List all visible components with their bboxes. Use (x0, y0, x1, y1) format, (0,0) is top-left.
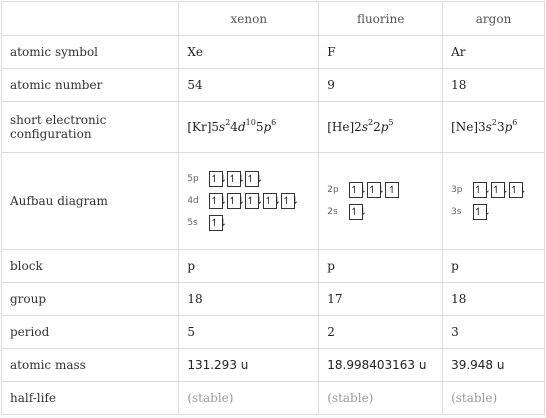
header-argon: argon (443, 2, 545, 36)
config-text: d (237, 120, 246, 134)
aufbau-sublevel-row (187, 190, 310, 212)
sublevel-label: 2p (327, 185, 339, 195)
aufbau-sublevel-row (187, 212, 310, 234)
header-fluorine: fluorine (319, 2, 443, 36)
header-blank-cell (2, 2, 179, 36)
cell-value: p (443, 250, 545, 283)
cell-value: 131.293 u (179, 349, 319, 382)
aufbau-sublevel-row (327, 179, 434, 201)
orbital-box: ↿⇂ (245, 171, 259, 187)
config-superscript: 10 (245, 118, 256, 127)
orbital-box: ↿⇂ (209, 193, 223, 209)
aufbau-sublevel-row (327, 201, 434, 223)
config-text: s (361, 120, 368, 134)
orbital-box: ↿⇂ (509, 182, 523, 198)
table-row (2, 153, 545, 250)
config-text: s (485, 120, 492, 134)
orbital-box: ↿⇂ (349, 182, 363, 198)
table-row (2, 250, 545, 283)
table-row (2, 316, 545, 349)
header-row (2, 2, 545, 36)
orbital-box: ↿⇂ (281, 193, 295, 209)
config-text: [Ne]3 (451, 120, 486, 134)
orbital-box: ↿⇂ (263, 193, 277, 209)
row-label-atomic-symbol: atomic symbol (2, 36, 179, 69)
orbital-box: ↿⇂ (209, 171, 223, 187)
row-label-atomic-number: atomic number (2, 69, 179, 102)
header-xenon: xenon (179, 2, 319, 36)
aufbau-xenon (179, 153, 319, 250)
cell-value: 18 (179, 283, 319, 316)
config-text: p (380, 120, 389, 134)
aufbau-argon (443, 153, 545, 250)
table-row (2, 69, 545, 102)
aufbau-sublevel-row (451, 201, 536, 223)
cell-value: Ar (443, 36, 545, 69)
cell-value: p (179, 250, 319, 283)
cell-value: p (319, 250, 443, 283)
cell-value: 18 (443, 69, 545, 102)
config-superscript: 2 (225, 118, 231, 127)
config-xenon (179, 102, 319, 153)
table-row (2, 36, 545, 69)
cell-value: (stable) (443, 382, 545, 415)
cell-value: 3 (443, 316, 545, 349)
table-row (2, 102, 545, 153)
orbital-box: ↿⇂ (473, 182, 487, 198)
config-text: [He]2 (327, 120, 362, 134)
row-label-half-life: half-life (2, 382, 179, 415)
row-label-atomic-mass: atomic mass (2, 349, 179, 382)
config-argon (443, 102, 545, 153)
table-row (2, 349, 545, 382)
sublevel-label: 2s (327, 207, 338, 217)
cell-value: F (319, 36, 443, 69)
cell-value: 39.948 u (443, 349, 545, 382)
row-label-period: period (2, 316, 179, 349)
config-text: 2 (373, 120, 381, 134)
config-fluorine (319, 102, 443, 153)
cell-value: 17 (319, 283, 443, 316)
orbital-box: ↿⇂ (349, 204, 363, 220)
orbital-box: ↿⇂ (367, 182, 381, 198)
config-superscript: 2 (367, 118, 374, 127)
orbital-box: ↿⇂ (491, 182, 505, 198)
cell-value: (stable) (179, 382, 319, 415)
config-superscript: 6 (512, 118, 518, 127)
aufbau-sublevel-row (187, 168, 310, 190)
row-label-group: group (2, 283, 179, 316)
config-text: 4 (230, 120, 238, 134)
orbital-box: ↿⇂ (209, 215, 223, 231)
sublevel-label: 3p (451, 185, 463, 195)
aufbau-sublevel-row (451, 179, 536, 201)
cell-value: 18 (443, 283, 545, 316)
aufbau-fluorine (319, 153, 443, 250)
config-text: 3 (496, 120, 505, 134)
row-label-config: short electronic configuration (2, 102, 179, 153)
orbital-box: ↿⇂ (245, 193, 259, 209)
config-superscript: 5 (388, 118, 394, 127)
config-text: [Kr]5 (187, 120, 220, 134)
cell-value: 2 (319, 316, 443, 349)
orbital-box: ↿⇂ (227, 171, 241, 187)
config-text: 5 (255, 120, 264, 134)
orbital-box: ↿⇂ (227, 193, 241, 209)
config-text: p (263, 120, 272, 134)
config-text: p (504, 120, 513, 134)
sublevel-label: 3s (451, 207, 462, 217)
row-label-aufbau: Aufbau diagram (2, 153, 179, 250)
cell-value: Xe (179, 36, 319, 69)
element-comparison-table (1, 1, 545, 415)
orbital-box: ↿⇂ (473, 204, 487, 220)
config-superscript: 2 (491, 118, 497, 127)
cell-value: 5 (179, 316, 319, 349)
row-label-block: block (2, 250, 179, 283)
config-text: s (219, 120, 226, 134)
table-row (2, 382, 545, 415)
table-row (2, 283, 545, 316)
cell-value: 9 (319, 69, 443, 102)
cell-value: 18.998403163 u (319, 349, 443, 382)
sublevel-label: 5p (187, 174, 199, 184)
config-superscript: 6 (271, 118, 277, 127)
orbital-box: ↿ (385, 182, 399, 198)
cell-value: (stable) (319, 382, 443, 415)
cell-value: 54 (179, 69, 319, 102)
sublevel-label: 4d (187, 196, 199, 206)
sublevel-label: 5s (187, 218, 198, 228)
